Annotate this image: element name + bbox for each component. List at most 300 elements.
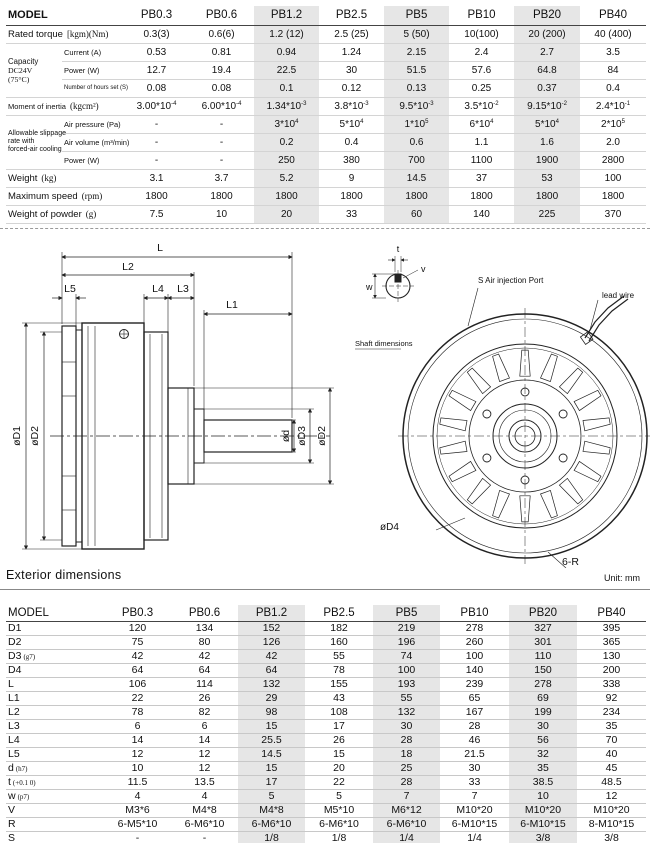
- model-column-header: PB40: [577, 605, 646, 621]
- air-injection-port-label: S Air injection Port: [478, 276, 544, 285]
- table-cell: 1800: [449, 187, 514, 205]
- dimension-name: R: [8, 817, 16, 830]
- shaft-dimension-detail: [372, 256, 418, 302]
- dimension-note: (h7): [15, 764, 28, 773]
- table-cell: [449, 115, 514, 133]
- value-exponent: 5: [425, 118, 429, 125]
- table-cell: 84: [580, 61, 646, 79]
- table-cell: 167: [440, 705, 509, 719]
- row-unit: (g): [85, 208, 97, 219]
- row-unit: [kgm)(Nm): [66, 28, 109, 39]
- table-cell: 196: [373, 635, 440, 649]
- table-cell: 120: [104, 621, 171, 635]
- current-label: Current (A): [62, 43, 124, 61]
- cooling-fin: [541, 490, 558, 518]
- dimension-name: D4: [8, 663, 22, 676]
- value-mantissa: 2.4*10: [595, 100, 625, 112]
- table-cell: 3/8: [509, 831, 577, 843]
- table-cell: 14.5: [384, 169, 449, 187]
- table-cell: 28: [373, 733, 440, 747]
- table-cell: 53: [514, 169, 580, 187]
- table-cell: 0.94: [254, 43, 319, 61]
- value-exponent: 4: [555, 118, 559, 125]
- table-cell: 32: [509, 747, 577, 761]
- mounting-hole: [483, 454, 491, 462]
- power-label: Power (W): [62, 61, 124, 79]
- table-cell: 1800: [384, 187, 449, 205]
- table-cell: 0.3(3): [124, 25, 189, 43]
- dimension-label: [6, 635, 104, 649]
- table-cell: 25: [373, 761, 440, 775]
- value-mantissa: 5*10: [535, 118, 556, 130]
- dimension-label: [6, 831, 104, 843]
- table-cell: 2.15: [384, 43, 449, 61]
- table-cell: [580, 115, 646, 133]
- table-cell: 51.5: [384, 61, 449, 79]
- table-row: [6, 747, 646, 761]
- table-cell: 30: [440, 761, 509, 775]
- table-cell: 98: [238, 705, 305, 719]
- dim-label-6R: 6-R: [562, 556, 579, 568]
- model-column-header: PB0.3: [124, 6, 189, 25]
- table-cell: 15: [238, 719, 305, 733]
- model-column-header: PB5: [373, 605, 440, 621]
- table-cell: 19.4: [189, 61, 254, 79]
- table-cell: [189, 97, 254, 115]
- table-cell: 30: [509, 719, 577, 733]
- table-cell: 3/8: [577, 831, 646, 843]
- model-column-header: PB10: [440, 605, 509, 621]
- table-cell: 3.7: [189, 169, 254, 187]
- table-cell: 28: [440, 719, 509, 733]
- table-cell: 1/8: [238, 831, 305, 843]
- table-cell: 18: [373, 747, 440, 761]
- table-row: [6, 733, 646, 747]
- table-cell: 140: [440, 663, 509, 677]
- table-cell: 1/4: [440, 831, 509, 843]
- table-row: [6, 169, 646, 187]
- value-exponent: -3: [428, 100, 434, 107]
- table-cell: 370: [580, 205, 646, 223]
- value-exponent: -1: [624, 100, 631, 107]
- table-row: [6, 803, 646, 817]
- value-mantissa: -: [219, 118, 224, 130]
- table-cell: 20: [254, 205, 319, 223]
- table-cell: 45: [577, 761, 646, 775]
- dimension-note: (p7): [17, 792, 30, 801]
- row-label: Weight of powder: [8, 208, 82, 220]
- dimension-name: D2: [8, 635, 22, 648]
- value-exponent: 4: [360, 118, 364, 125]
- dim-label-L3: L3: [177, 283, 189, 295]
- dimension-note: (+0.1 0): [12, 778, 36, 787]
- table-cell: 10(100): [449, 25, 514, 43]
- table-cell: 6-M6*10: [238, 817, 305, 831]
- table-cell: [319, 115, 384, 133]
- capacity-label-line: Capacity: [8, 56, 39, 66]
- table-cell: 46: [440, 733, 509, 747]
- value-exponent: 4: [490, 118, 494, 125]
- model-column-header: PB5: [384, 6, 449, 25]
- table-cell: 29: [238, 691, 305, 705]
- dim-label-D3: øD3: [296, 426, 308, 446]
- table-cell: [384, 97, 449, 115]
- value-mantissa: 5*10: [339, 118, 361, 130]
- table-cell: 42: [238, 649, 305, 663]
- table-cell: 28: [373, 775, 440, 789]
- table-row: [6, 691, 646, 705]
- table-cell: 250: [254, 151, 319, 169]
- model-header: MODEL: [6, 605, 104, 621]
- table-cell: 42: [104, 649, 171, 663]
- table-cell: 278: [509, 677, 577, 691]
- table-cell: M6*12: [373, 803, 440, 817]
- side-view-labels: [11, 242, 328, 446]
- value-mantissa: 3.5*10: [464, 100, 494, 112]
- table-cell: 0.4: [580, 79, 646, 97]
- table-row: [6, 97, 646, 115]
- moment-of-inertia-label: [6, 97, 124, 115]
- air-pressure-label: Air pressure (Pa): [62, 115, 124, 133]
- table-cell: 1800: [254, 187, 319, 205]
- dimension-note: (g7): [23, 652, 36, 661]
- table-cell: 132: [373, 705, 440, 719]
- dimension-name: L5: [8, 747, 20, 760]
- table-cell: 35: [577, 719, 646, 733]
- table-cell: 26: [171, 691, 238, 705]
- table-row: [6, 79, 646, 97]
- table-cell: [514, 115, 580, 133]
- table-cell: 55: [373, 691, 440, 705]
- table-cell: 1800: [514, 187, 580, 205]
- dim-label-D1: øD1: [11, 426, 23, 446]
- table-row: [6, 133, 646, 151]
- table-cell: 78: [305, 663, 373, 677]
- dimension-name: L: [8, 677, 14, 690]
- table-cell: 56: [509, 733, 577, 747]
- value-mantissa: 9.5*10: [399, 100, 429, 112]
- table-cell: 1800: [319, 187, 384, 205]
- dimension-label: [6, 719, 104, 733]
- table-cell: 17: [238, 775, 305, 789]
- table-cell: 12: [104, 747, 171, 761]
- table-cell: 30: [319, 61, 384, 79]
- table-cell: [449, 97, 514, 115]
- table-cell: 10: [189, 205, 254, 223]
- table-row: [6, 205, 646, 223]
- table-cell: 152: [238, 621, 305, 635]
- caption-divider: [0, 589, 650, 590]
- value-mantissa: 3.8*10: [334, 100, 364, 112]
- mounting-hole: [559, 454, 567, 462]
- table-cell: 20: [305, 761, 373, 775]
- table-cell: [319, 97, 384, 115]
- model-column-header: PB0.6: [189, 6, 254, 25]
- table-cell: 0.37: [514, 79, 580, 97]
- capacity-label-line: (75°C): [8, 74, 30, 84]
- table-cell: 40: [577, 747, 646, 761]
- table-cell: -: [171, 831, 238, 843]
- dimension-label: [6, 761, 104, 775]
- table-cell: 40 (400): [580, 25, 646, 43]
- table-cell: 130: [577, 649, 646, 663]
- table-cell: 48.5: [577, 775, 646, 789]
- table-cell: 35: [509, 761, 577, 775]
- powder-weight-label: [6, 205, 124, 223]
- capacity-label: [6, 43, 62, 97]
- unit-note: Unit: mm: [604, 573, 640, 583]
- cooling-fin: [574, 390, 601, 410]
- value-mantissa: 9.15*10: [527, 100, 562, 112]
- spec-table: [6, 6, 646, 224]
- table-cell: [124, 97, 189, 115]
- dimension-label: [6, 663, 104, 677]
- slippage-power-label: Power (W): [62, 151, 124, 169]
- model-column-header: PB0.6: [171, 605, 238, 621]
- table-cell: 2800: [580, 151, 646, 169]
- dimension-name: L1: [8, 691, 20, 704]
- table-cell: 5: [238, 789, 305, 803]
- table-cell: 25.5: [238, 733, 305, 747]
- dimension-name: d: [8, 761, 14, 774]
- dimension-label: [6, 817, 104, 831]
- table-row: [6, 831, 646, 843]
- table-cell: [124, 115, 189, 133]
- row-label: Weight: [8, 172, 38, 184]
- table-cell: 12.7: [124, 61, 189, 79]
- dim-label-D2: øD2: [29, 426, 41, 446]
- table-cell: 12: [577, 789, 646, 803]
- table-cell: 1800: [580, 187, 646, 205]
- table-cell: 1.2 (12): [254, 25, 319, 43]
- table-cell: 70: [577, 733, 646, 747]
- value-mantissa: 6.00*10: [201, 100, 237, 112]
- table-header-row: [6, 605, 646, 621]
- table-cell: 0.25: [449, 79, 514, 97]
- exterior-drawing: [0, 230, 650, 568]
- table-cell: 3.1: [124, 169, 189, 187]
- model-column-header: PB1.2: [238, 605, 305, 621]
- table-cell: M5*10: [305, 803, 373, 817]
- row-unit: (kgcm²): [69, 101, 99, 111]
- table-cell: 155: [305, 677, 373, 691]
- value-exponent: -4: [236, 100, 242, 107]
- table-cell: 108: [305, 705, 373, 719]
- table-cell: -: [104, 831, 171, 843]
- table-cell: 20 (200): [514, 25, 580, 43]
- table-cell: [254, 115, 319, 133]
- row-unit: (rpm): [81, 190, 103, 201]
- table-cell: 301: [509, 635, 577, 649]
- time-constant-label: Number of hours set (S): [62, 79, 124, 97]
- slippage-label: [6, 115, 66, 169]
- table-cell: 14.5: [238, 747, 305, 761]
- table-cell: 55: [305, 649, 373, 663]
- table-cell: 6-M10*15: [509, 817, 577, 831]
- table-cell: 114: [171, 677, 238, 691]
- table-cell: 126: [238, 635, 305, 649]
- max-speed-label: [6, 187, 124, 205]
- table-cell: 74: [373, 649, 440, 663]
- table-cell: 3.5: [580, 43, 646, 61]
- table-cell: 21.5: [440, 747, 509, 761]
- lead-wire-label: lead wire: [602, 291, 635, 300]
- cooling-fin: [440, 418, 467, 431]
- table-cell: -: [124, 133, 189, 151]
- table-cell: 100: [580, 169, 646, 187]
- cooling-fin: [493, 490, 510, 518]
- table-cell: 42: [171, 649, 238, 663]
- value-mantissa: 3.00*10: [136, 100, 172, 112]
- dimension-name: D3: [8, 649, 22, 662]
- table-cell: M10*20: [440, 803, 509, 817]
- table-cell: 0.6: [384, 133, 449, 151]
- table-row: [6, 61, 646, 79]
- table-cell: 65: [440, 691, 509, 705]
- dimension-label: [6, 789, 104, 803]
- table-cell: 2.4: [449, 43, 514, 61]
- table-cell: 37: [449, 169, 514, 187]
- capacity-label-line: DC24V: [8, 65, 33, 75]
- table-row: [6, 115, 646, 133]
- air-volume-label: Air volume (m³/min): [62, 133, 124, 151]
- table-cell: 33: [319, 205, 384, 223]
- table-cell: 80: [171, 635, 238, 649]
- value-mantissa: 3*10: [274, 118, 296, 130]
- model-column-header: PB40: [580, 6, 646, 25]
- table-cell: 134: [171, 621, 238, 635]
- table-cell: 1.1: [449, 133, 514, 151]
- table-cell: 6: [104, 719, 171, 733]
- dimension-label: [6, 775, 104, 789]
- table-cell: 2.7: [514, 43, 580, 61]
- table-cell: 7: [373, 789, 440, 803]
- mounting-hole: [483, 410, 491, 418]
- table-cell: 2.5 (25): [319, 25, 384, 43]
- slippage-label-line: Allowable slippage: [8, 130, 66, 137]
- table-cell: 30: [373, 719, 440, 733]
- model-column-header: PB20: [514, 6, 580, 25]
- table-cell: 64: [104, 663, 171, 677]
- table-cell: 60: [384, 205, 449, 223]
- table-row: [6, 789, 646, 803]
- value-exponent: 5: [621, 118, 625, 125]
- table-cell: 6: [171, 719, 238, 733]
- dim-label-L2: L2: [122, 261, 134, 273]
- slippage-label-line: rate with: [8, 138, 35, 145]
- table-cell: 6-M5*10: [104, 817, 171, 831]
- section-caption: Exterior dimensions: [6, 568, 122, 582]
- dimension-label: [6, 677, 104, 691]
- table-cell: 1800: [124, 187, 189, 205]
- table-cell: 7.5: [124, 205, 189, 223]
- cooling-fin: [449, 461, 476, 481]
- table-cell: 327: [509, 621, 577, 635]
- dim-label-L5: L5: [64, 283, 76, 295]
- value-mantissa: 1*10: [404, 118, 426, 130]
- table-cell: 225: [514, 205, 580, 223]
- table-cell: 100: [373, 663, 440, 677]
- table-cell: 15: [238, 761, 305, 775]
- weight-label: [6, 169, 124, 187]
- table-cell: 1.24: [319, 43, 384, 61]
- table-cell: 11.5: [104, 775, 171, 789]
- table-cell: 43: [305, 691, 373, 705]
- dim-label-D2-right: øD2: [316, 426, 328, 446]
- table-cell: 22: [305, 775, 373, 789]
- table-cell: 700: [384, 151, 449, 169]
- dimension-name: L4: [8, 733, 20, 746]
- table-row: [6, 635, 646, 649]
- table-row: [6, 43, 646, 61]
- value-exponent: -2: [561, 100, 567, 107]
- table-cell: 6-M6*10: [171, 817, 238, 831]
- table-cell: 0.6(6): [189, 25, 254, 43]
- table-cell: 5 (50): [384, 25, 449, 43]
- table-cell: 12: [171, 761, 238, 775]
- table-cell: 219: [373, 621, 440, 635]
- value-mantissa: 6*10: [469, 118, 491, 130]
- dim-label-D4: øD4: [380, 522, 399, 533]
- table-row: [6, 719, 646, 733]
- cooling-fin: [541, 354, 558, 382]
- table-cell: 4: [104, 789, 171, 803]
- dimension-label: [6, 621, 104, 635]
- table-row: [6, 151, 646, 169]
- table-cell: 234: [577, 705, 646, 719]
- table-cell: 22: [104, 691, 171, 705]
- table-cell: 5: [305, 789, 373, 803]
- dimension-label: [6, 705, 104, 719]
- table-cell: 199: [509, 705, 577, 719]
- dimension-name: V: [8, 803, 16, 816]
- table-cell: 193: [373, 677, 440, 691]
- table-cell: 92: [577, 691, 646, 705]
- table-cell: 15: [305, 747, 373, 761]
- dimension-name: L2: [8, 705, 20, 718]
- table-cell: 0.2: [254, 133, 319, 151]
- dimension-label: [6, 691, 104, 705]
- table-row: [6, 761, 646, 775]
- value-mantissa: 2*10: [601, 118, 622, 130]
- table-row: [6, 775, 646, 789]
- cooling-fin: [449, 390, 476, 410]
- table-row: [6, 25, 646, 43]
- shaft-label-t: t: [396, 244, 400, 254]
- table-cell: M4*8: [238, 803, 305, 817]
- value-exponent: -3: [301, 100, 307, 107]
- table-cell: 6-M6*10: [305, 817, 373, 831]
- model-column-header: PB20: [509, 605, 577, 621]
- table-cell: [514, 97, 580, 115]
- section-divider: [0, 228, 650, 229]
- value-exponent: -4: [171, 100, 177, 107]
- row-unit: (kg): [41, 172, 57, 183]
- shaft-label-w: w: [366, 282, 373, 292]
- table-row: [6, 649, 646, 663]
- table-cell: 100: [440, 649, 509, 663]
- model-column-header: PB2.5: [305, 605, 373, 621]
- row-label: Maximum speed: [8, 190, 78, 202]
- table-cell: 14: [171, 733, 238, 747]
- cooling-fin: [440, 441, 467, 454]
- cooling-fin: [467, 368, 490, 394]
- dimension-name: t: [8, 775, 11, 788]
- model-column-header: PB1.2: [254, 6, 319, 25]
- table-row: [6, 817, 646, 831]
- table-cell: [189, 115, 254, 133]
- table-cell: 0.08: [124, 79, 189, 97]
